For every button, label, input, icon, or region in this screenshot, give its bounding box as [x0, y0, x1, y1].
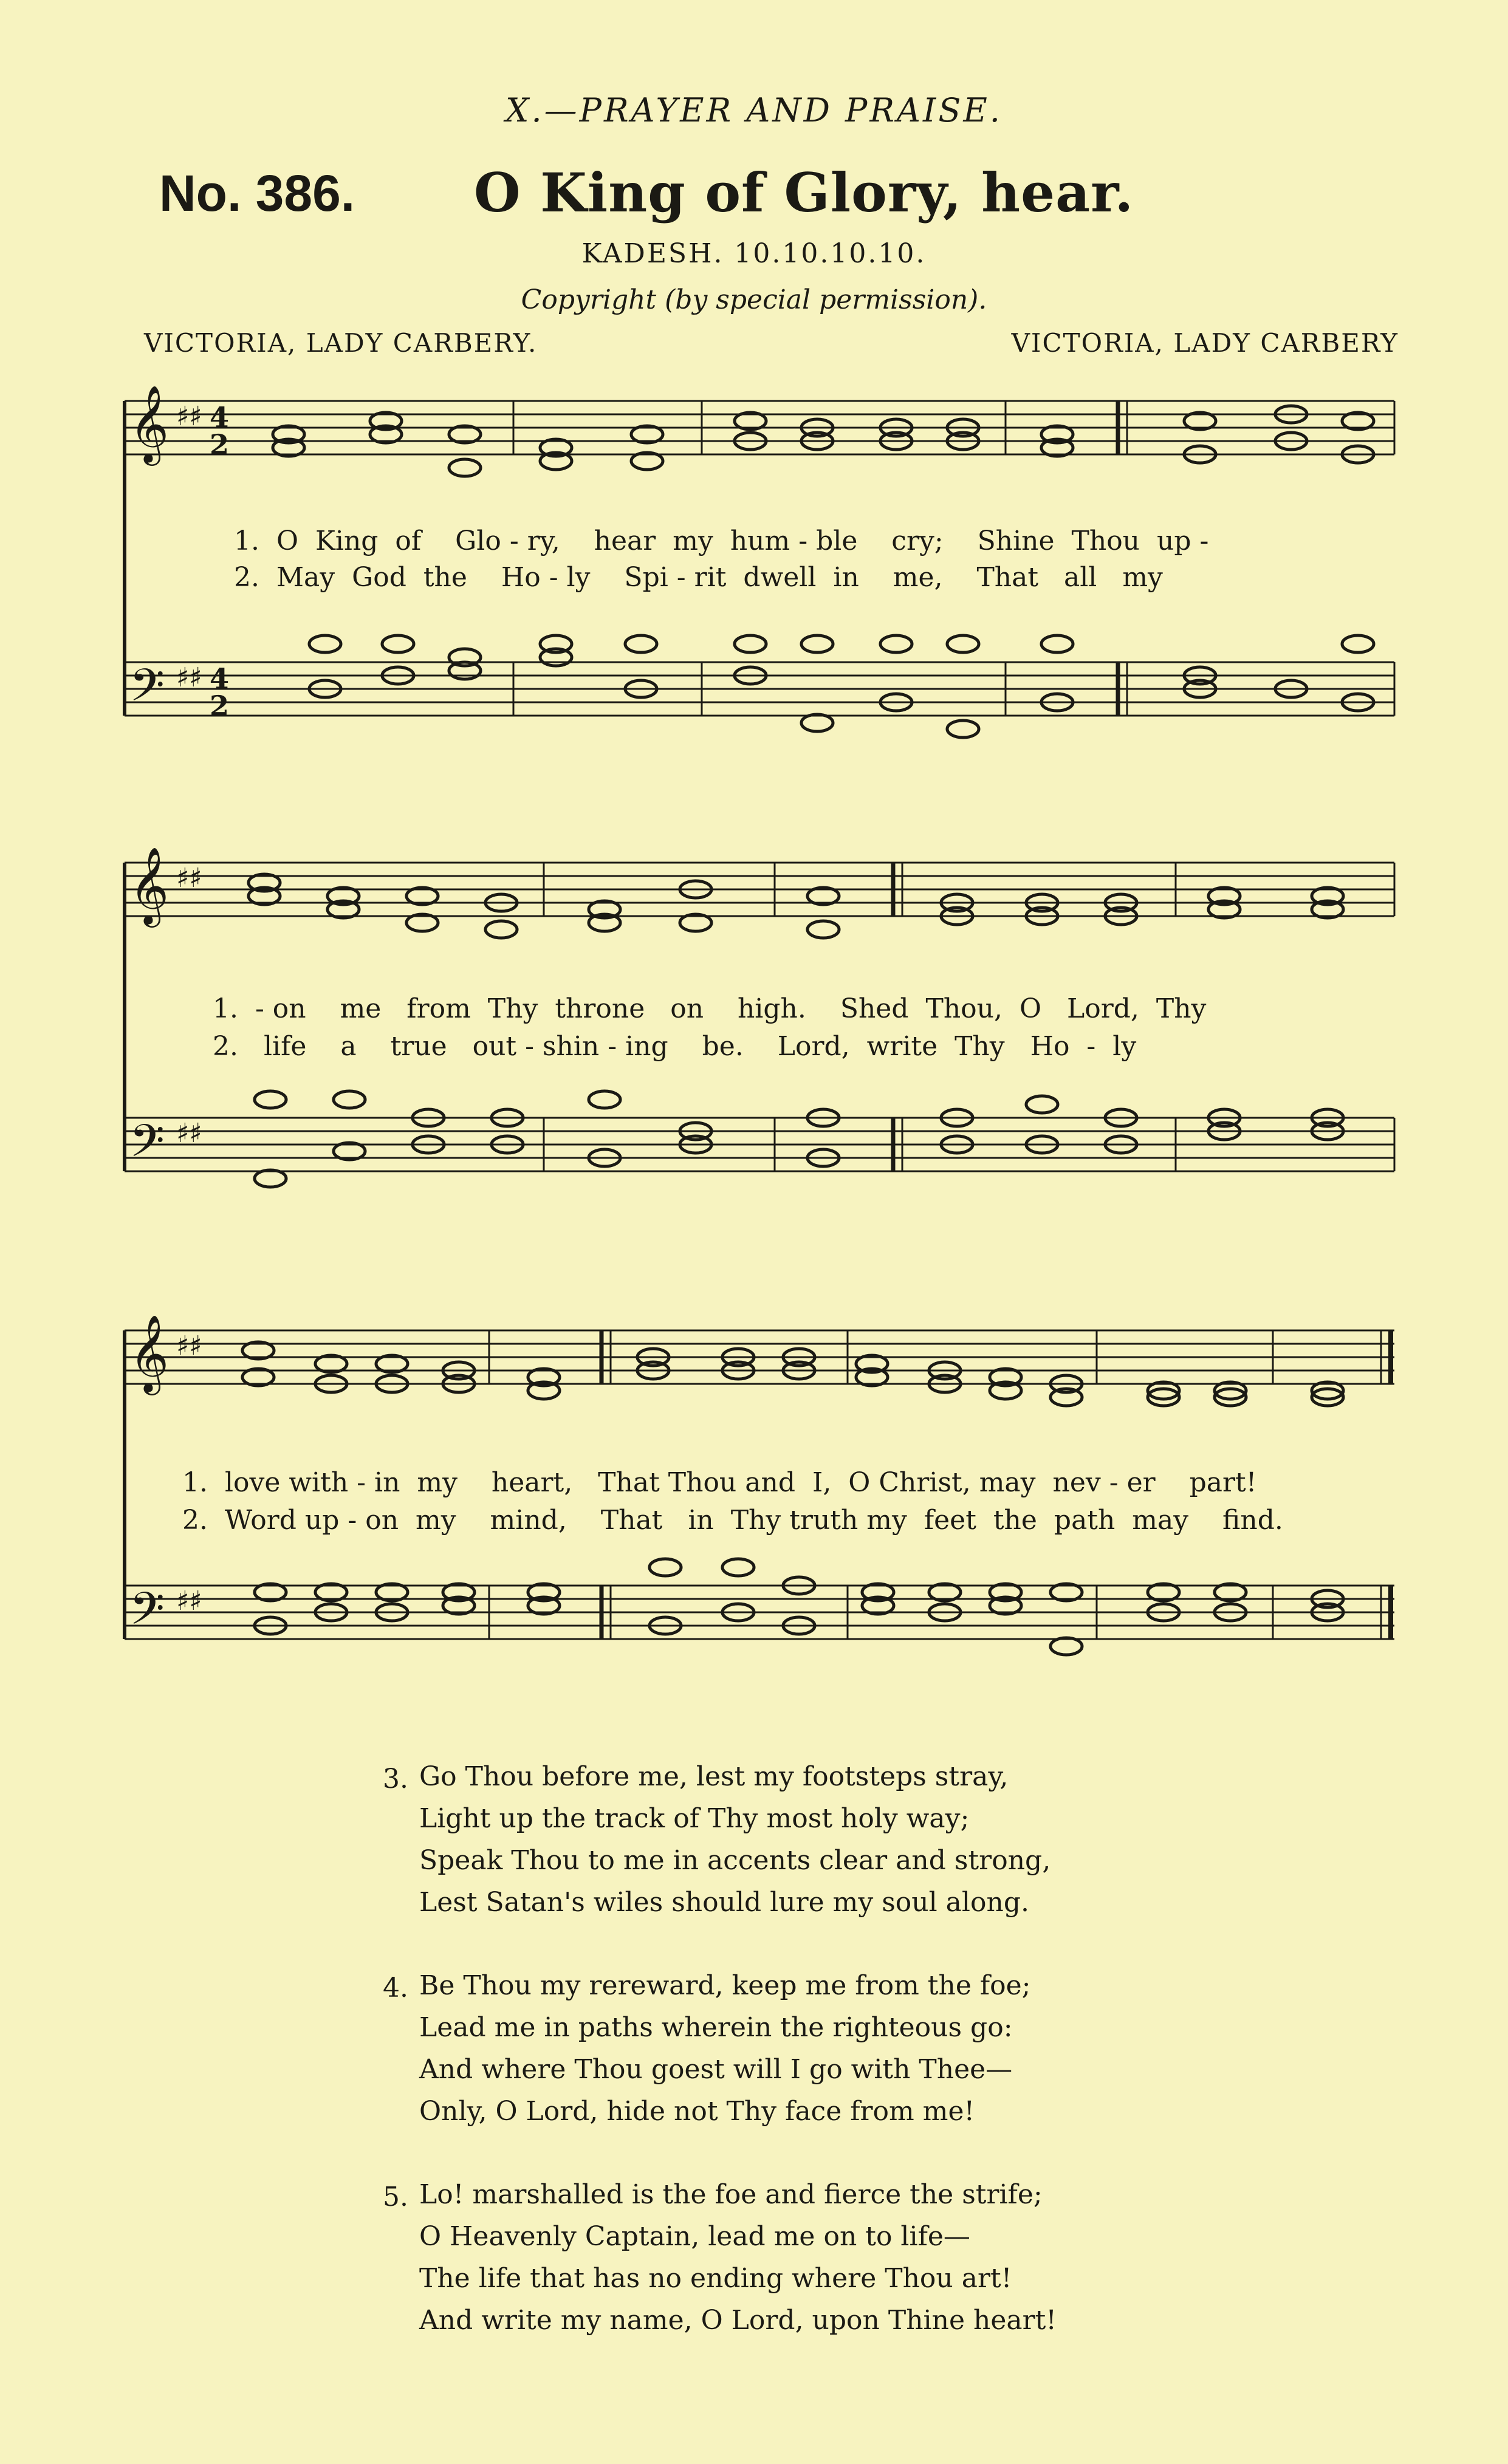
additional-verses: [383, 1756, 1057, 2383]
verse-number: 3.: [383, 1764, 408, 1795]
svg-text:2: 2: [210, 428, 230, 461]
verse-number: 4.: [383, 1973, 408, 2004]
treble-clef-1: 𝄞: [129, 385, 170, 462]
bass-clef-1: 𝄢: [129, 659, 165, 723]
music-composer: VICTORIA, LADY CARBERY: [1011, 328, 1399, 358]
verse-line: Light up the track of Thy most holy way;: [419, 1803, 970, 1834]
verse-line: O Heavenly Captain, lead me on to life—: [419, 2221, 970, 2252]
section-heading: X.—PRAYER AND PRAISE.: [506, 91, 1002, 129]
svg-text:♯♯: ♯♯: [176, 1330, 202, 1361]
words-author: VICTORIA, LADY CARBERY.: [144, 328, 538, 358]
tune-name-meter: KADESH. 10.10.10.10.: [581, 238, 927, 269]
svg-text:𝄞: 𝄞: [129, 846, 170, 924]
svg-text:4: 4: [210, 401, 230, 434]
lyric-verse-2: 2. life a true out - shin - ing be. Lord, write Thy Ho - ly: [213, 1031, 1137, 1062]
svg-text:𝄢: 𝄢: [129, 1115, 165, 1179]
verse-line: Go Thou before me, lest my footsteps stray,: [419, 1761, 1009, 1792]
verse-line: The life that has no ending where Thou art!: [419, 2263, 1012, 2294]
verse-line: Be Thou my rereward, keep me from the foe;: [419, 1970, 1031, 2001]
verse-4: [383, 1965, 1057, 2132]
svg-text:♯♯: ♯♯: [176, 662, 202, 693]
svg-text:♯♯: ♯♯: [176, 863, 202, 894]
lyric-verse-2: 2. May God the Ho - ly Spi - rit dwell in me, That all my: [234, 562, 1163, 593]
verse-5: [383, 2174, 1057, 2341]
hymn-title: O King of Glory, hear.: [474, 161, 1134, 224]
svg-text:2: 2: [210, 690, 230, 722]
lyric-verse-1: 1. - on me from Thy throne on high. Shed Thou, O Lord, Thy: [213, 993, 1207, 1024]
key-sharps-1: ♯♯: [176, 401, 202, 432]
verse-line: Lo! marshalled is the foe and fierce the strife;: [419, 2179, 1043, 2210]
svg-text:𝄞: 𝄞: [129, 1314, 170, 1392]
lyric-verse-2: 2. Word up - on my mind, That in Thy truth my feet the path may find.: [182, 1505, 1283, 1536]
verse-line: Lest Satan's wiles should lure my soul along.: [419, 1887, 1029, 1918]
verse-line: Lead me in paths wherein the righteous go:: [419, 2012, 1013, 2043]
hymn-number: No. 386.: [159, 165, 355, 222]
score-system-2: [118, 838, 1400, 1215]
verse-number: 5.: [383, 2182, 408, 2212]
svg-text:♯♯: ♯♯: [176, 1118, 202, 1149]
copyright-note: Copyright (by special permission).: [521, 284, 987, 315]
verse-line: And where Thou goest will I go with Thee—: [419, 2054, 1013, 2085]
svg-text:♯♯: ♯♯: [176, 1586, 202, 1617]
svg-text:𝄢: 𝄢: [129, 1583, 165, 1646]
lyric-verse-1: 1. O King of Glo - ry, hear my hum - ble cry; Shine Thou up -: [234, 525, 1209, 556]
verse-line: And write my name, O Lord, upon Thine heart!: [419, 2305, 1057, 2336]
verse-line: Speak Thou to me in accents clear and strong,: [419, 1845, 1051, 1876]
verse-3: [383, 1756, 1057, 1923]
verse-line: Only, O Lord, hide not Thy face from me!: [419, 2096, 975, 2127]
lyric-verse-1: 1. love with - in my heart, That Thou and I, O Christ, may nev - er part!: [182, 1467, 1257, 1498]
svg-text:4: 4: [210, 662, 230, 695]
